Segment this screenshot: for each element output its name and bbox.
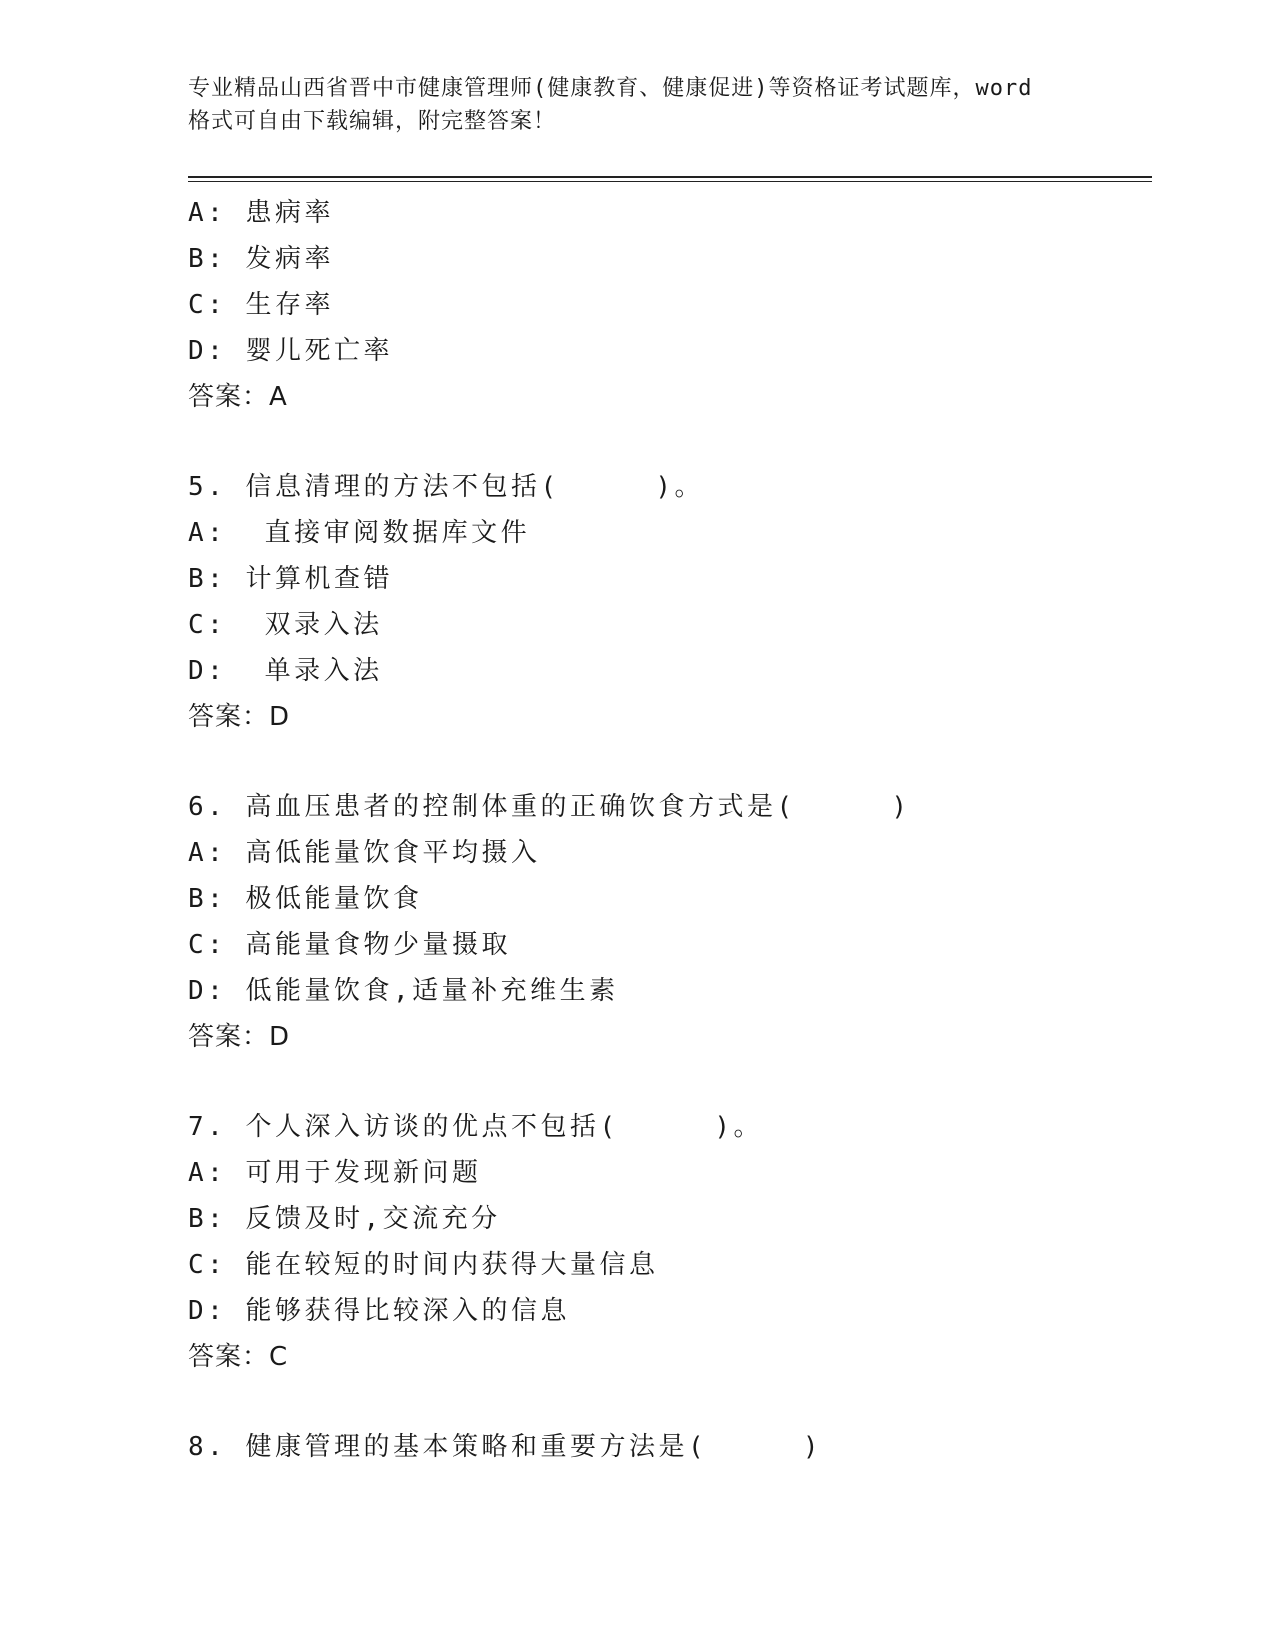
header-divider-thin: [188, 181, 1152, 182]
spacer: [188, 740, 1148, 784]
header-line-1: 专业精品山西省晋中市健康管理师(健康教育、健康促进)等资格证考试题库，word: [188, 76, 1033, 101]
option-d: D: 低能量饮食,适量补充维生素: [188, 976, 619, 1006]
spacer: [188, 1060, 1148, 1104]
header-line-2: 格式可自由下载编辑，附完整答案！: [188, 109, 557, 134]
header-divider-thick: [188, 176, 1152, 178]
question-block-8: [188, 1424, 1148, 1470]
option-b: B: 计算机查错: [188, 564, 393, 594]
document-header: [188, 72, 1088, 138]
option-c: C: 能在较短的时间内获得大量信息: [188, 1250, 659, 1280]
question-text: 8. 健康管理的基本策略和重要方法是( ): [188, 1432, 823, 1462]
answer: 答案：D: [188, 1022, 291, 1052]
option-c: C: 双录入法: [188, 610, 383, 640]
option-c: C: 生存率: [188, 290, 334, 320]
option-b: B: 极低能量饮食: [188, 884, 423, 914]
answer: 答案：C: [188, 1342, 289, 1372]
answer: 答案：D: [188, 702, 291, 732]
option-d: D: 能够获得比较深入的信息: [188, 1296, 570, 1326]
option-c: C: 高能量食物少量摄取: [188, 930, 511, 960]
question-block-5: [188, 464, 1148, 740]
spacer: [188, 420, 1148, 464]
question-block-4: [188, 190, 1148, 420]
question-text: 5. 信息清理的方法不包括( )。: [188, 472, 705, 502]
option-a: A: 直接审阅数据库文件: [188, 518, 531, 548]
option-a: A: 高低能量饮食平均摄入: [188, 838, 541, 868]
question-text: 6. 高血压患者的控制体重的正确饮食方式是( ): [188, 792, 911, 822]
answer: 答案：A: [188, 382, 288, 412]
question-block-6: [188, 784, 1148, 1060]
option-b: B: 发病率: [188, 244, 334, 274]
question-text: 7. 个人深入访谈的优点不包括( )。: [188, 1112, 764, 1142]
option-b: B: 反馈及时,交流充分: [188, 1204, 501, 1234]
spacer: [188, 1380, 1148, 1424]
option-d: D: 婴儿死亡率: [188, 336, 393, 366]
option-a: A: 可用于发现新问题: [188, 1158, 482, 1188]
question-list: [188, 190, 1148, 1470]
question-block-7: [188, 1104, 1148, 1380]
option-d: D: 单录入法: [188, 656, 383, 686]
option-a: A: 患病率: [188, 198, 334, 228]
